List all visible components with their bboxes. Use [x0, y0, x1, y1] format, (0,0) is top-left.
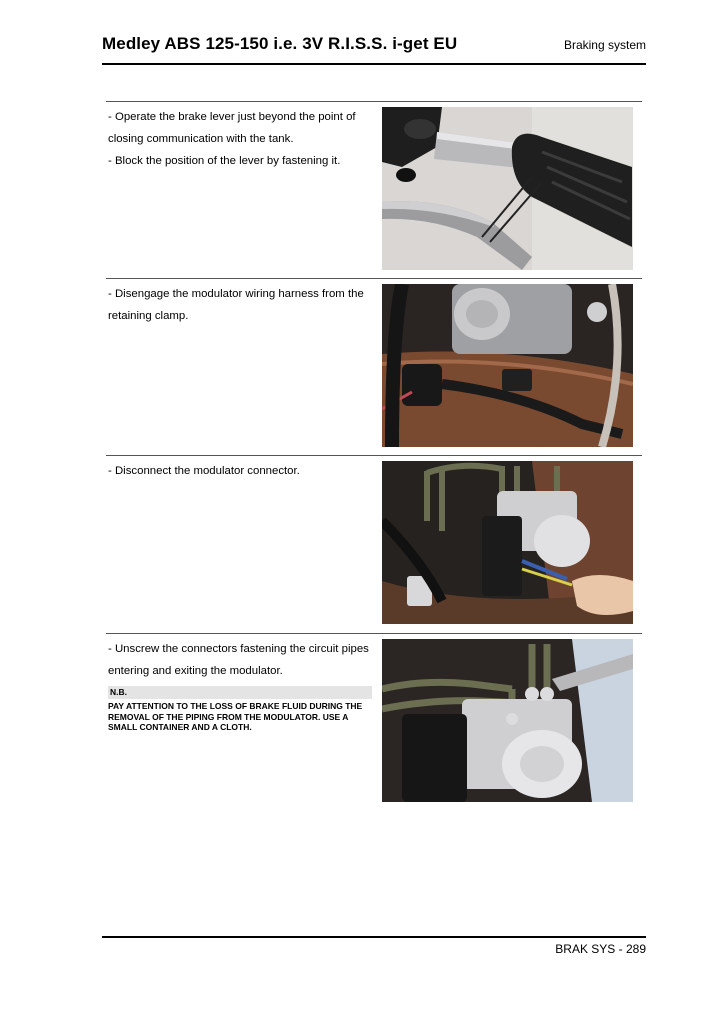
photo-brake-lever-fastened: [382, 107, 633, 270]
step-2-text: [108, 283, 372, 327]
step-4-line-1: - Unscrew the connectors fastening the circuit pipes entering and exiting the modulator.: [108, 643, 369, 677]
step-3-line-1: - Disconnect the modulator connector.: [108, 465, 300, 477]
header-rule: [102, 63, 646, 65]
step-4-text: [108, 638, 372, 733]
step-1: [106, 101, 642, 278]
step-3: [106, 455, 642, 632]
footer-rule: [102, 936, 646, 938]
note-text: PAY ATTENTION TO THE LOSS OF BRAKE FLUID DURING THE REMOVAL OF THE PIPING FROM THE MODULATOR. USE A SMALL CONTAINER AND A CLOTH.: [108, 701, 363, 732]
note-label: N.B.: [108, 686, 372, 699]
photo-modulator-connector: [382, 461, 633, 624]
page-title: Medley ABS 125-150 i.e. 3V R.I.S.S. i-get EU: [102, 34, 458, 53]
step-2: [106, 278, 642, 455]
photo-modulator-pipe-connectors: [382, 639, 633, 802]
photo-modulator-wiring-clamp: [382, 284, 633, 447]
page-number: BRAK SYS - 289: [555, 942, 646, 956]
step-4: [106, 633, 642, 810]
step-1-text: [108, 106, 372, 172]
step-1-line-1: - Operate the brake lever just beyond the point of closing communication with the tank.: [108, 111, 356, 145]
step-1-line-2: - Block the position of the lever by fastening it.: [108, 155, 341, 167]
section-name: Braking system: [563, 38, 646, 52]
step-3-text: [108, 460, 372, 482]
step-2-line-1: - Disengage the modulator wiring harness from the retaining clamp.: [108, 288, 364, 322]
